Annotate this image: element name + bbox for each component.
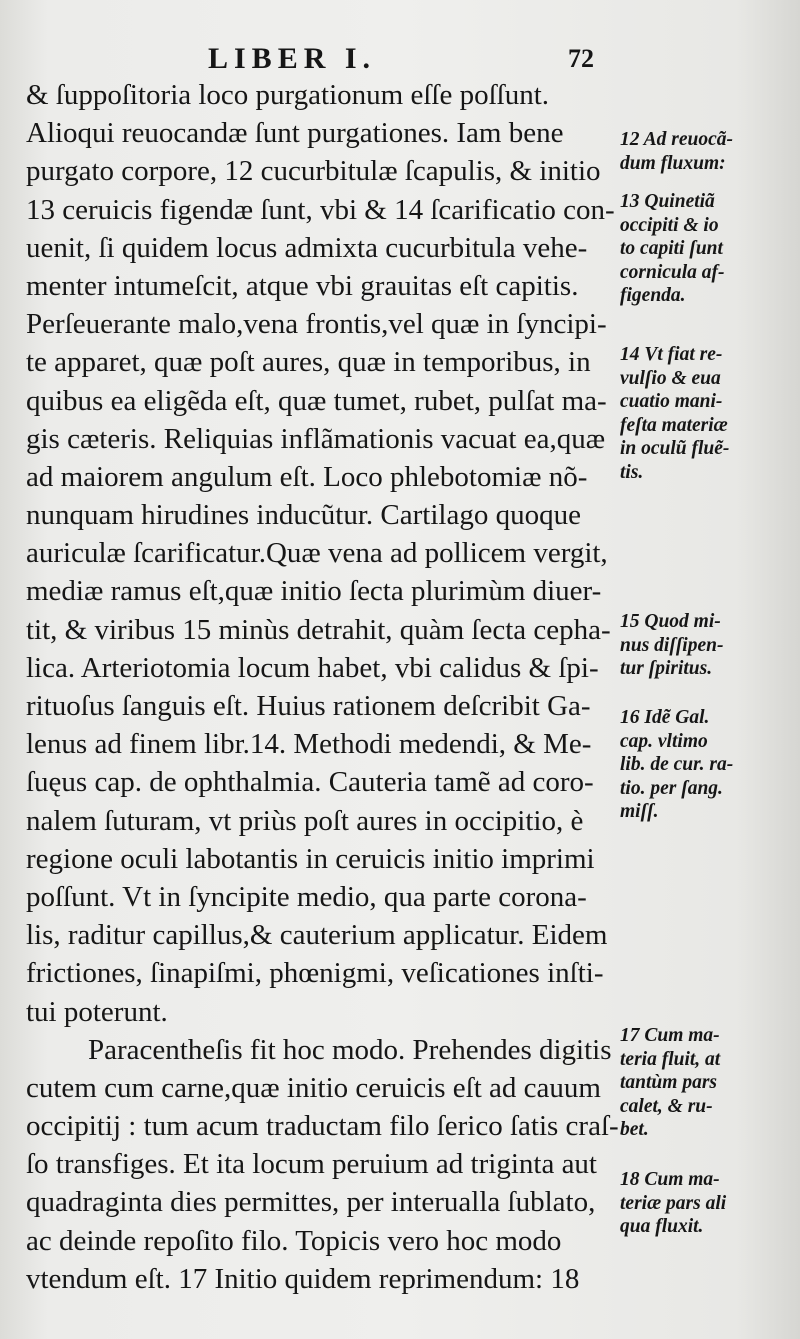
text-line: frictiones, ſinapiſmi, phœnigmi, veſicationes inſti- bbox=[26, 957, 604, 990]
text-line: mediæ ramus eſt,quæ initio ſecta plurimùm diuer- bbox=[26, 575, 602, 608]
note-line: tantùm pars bbox=[620, 1072, 717, 1093]
text-line: ſo transfiges. Et ita locum peruium ad triginta aut bbox=[26, 1148, 597, 1181]
text-line: occipitij : tum acum traductam filo ſerico ſatis craſ- bbox=[26, 1110, 619, 1143]
text-line: tui poterunt. bbox=[26, 995, 168, 1028]
note-line: dum fluxum: bbox=[620, 152, 726, 174]
note-line: to capiti ſunt bbox=[620, 238, 723, 259]
text-line: tit, & viribus 15 minùs detrahit, quàm ſecta cepha- bbox=[26, 613, 611, 646]
running-title: LIBER I. bbox=[208, 42, 377, 75]
text-line: nunquam hirudines inducũtur. Cartilago quoque bbox=[26, 499, 581, 532]
note-line: miſſ. bbox=[620, 801, 659, 822]
text-line: vtendum eſt. 17 Initio quidem reprimendum: 18 bbox=[26, 1262, 580, 1295]
note-line: calet, & ru- bbox=[620, 1095, 713, 1117]
text-line: lenus ad finem libr.14. Methodi medendi, & Me- bbox=[26, 728, 592, 761]
text-line: te apparet, quæ poſt aures, quæ in temporibus, in bbox=[26, 346, 591, 379]
note-line: nus diſſipen- bbox=[620, 634, 724, 656]
note-line: feſta materiæ bbox=[620, 414, 728, 436]
note-line: 17 Cum ma- bbox=[620, 1025, 720, 1046]
note-line: 13 Quinetiã bbox=[620, 191, 715, 212]
note-line: cuatio mani- bbox=[620, 391, 723, 412]
text-line: lis, raditur capillus,& cauterium applicatur. Eidem bbox=[26, 919, 608, 952]
note-line: 12 Ad reuocã- bbox=[620, 129, 734, 150]
text-line: cutem cum carne,quæ initio ceruicis eſt ad cauum bbox=[26, 1071, 601, 1104]
text-line: uenit, ſi quidem locus admixta cucurbitula vehe- bbox=[26, 231, 588, 264]
margin-note-12 bbox=[620, 128, 796, 175]
note-line: figenda. bbox=[620, 285, 686, 306]
note-line: qua fluxit. bbox=[620, 1216, 704, 1237]
text-line: ad maiorem angulum eſt. Loco phlebotomiæ nõ- bbox=[26, 460, 588, 493]
margin-note-16 bbox=[620, 706, 796, 824]
text-line: ſuęus cap. de ophthalmia. Cauteria tamẽ ad coro- bbox=[26, 766, 594, 799]
text-line: 13 ceruicis figendæ ſunt, vbi & 14 ſcarificatio con- bbox=[26, 193, 615, 226]
note-line: tur ſpiritus. bbox=[620, 658, 713, 679]
note-line: teriæ pars ali bbox=[620, 1192, 727, 1214]
note-line: 18 Cum ma- bbox=[620, 1169, 720, 1190]
note-line: 16 Idẽ Gal. bbox=[620, 707, 710, 728]
text-line: lica. Arteriotomia locum habet, vbi calidus & ſpi- bbox=[26, 651, 599, 684]
note-line: 15 Quod mi- bbox=[620, 611, 721, 632]
note-line: cornicula af- bbox=[620, 261, 725, 283]
note-line: vulſio & eua bbox=[620, 367, 721, 389]
text-line: menter intumeſcit, atque vbi grauitas eſt capitis. bbox=[26, 269, 579, 302]
text-line: Perſeuerante malo,vena frontis,vel quæ in ſyncipi- bbox=[26, 308, 607, 341]
main-text-block bbox=[26, 76, 622, 1298]
paragraph-first-line: Paracentheſis fit hoc modo. Prehendes digitis bbox=[88, 1033, 612, 1066]
margin-note-15 bbox=[620, 610, 796, 681]
note-line: tis. bbox=[620, 461, 644, 483]
margin-note-18 bbox=[620, 1168, 796, 1239]
note-line: occipiti & io bbox=[620, 214, 719, 236]
margin-note-17 bbox=[620, 1024, 796, 1142]
note-line: teria fluit, at bbox=[620, 1048, 721, 1070]
text-line: poſſunt. Vt in ſyncipite medio, qua parte corona- bbox=[26, 880, 587, 913]
text-line: Alioqui reuocandæ ſunt purgationes. Iam bene bbox=[26, 117, 564, 150]
text-line: nalem ſuturam, vt priùs poſt aures in occipitio, è bbox=[26, 804, 584, 837]
note-line: tio. per ſang. bbox=[620, 777, 723, 799]
text-line: gis cæteris. Reliquias inflãmationis vacuat ea,quæ bbox=[26, 422, 606, 455]
text-line: regione oculi labotantis in ceruicis initio imprimi bbox=[26, 842, 595, 875]
text-line: & ſuppoſitoria loco purgationum eſſe poſſunt. bbox=[26, 79, 550, 111]
note-line: in oculũ fluẽ- bbox=[620, 438, 730, 459]
margin-note-14 bbox=[620, 343, 796, 484]
note-line: 14 Vt fiat re- bbox=[620, 344, 723, 365]
text-line: quadraginta dies permittes, per interualla ſublato, bbox=[26, 1186, 596, 1219]
text-line: auriculæ ſcarificatur.Quæ vena ad pollicem vergit, bbox=[26, 537, 608, 570]
page-number: 72 bbox=[568, 44, 594, 73]
note-line: bet. bbox=[620, 1119, 649, 1140]
text-line: quibus ea eligẽda eſt, quæ tumet, rubet, pulſat ma- bbox=[26, 384, 607, 417]
note-line: lib. de cur. ra- bbox=[620, 754, 734, 775]
text-line: rituoſus ſanguis eſt. Huius rationem deſcribit Ga- bbox=[26, 690, 591, 722]
margin-note-13 bbox=[620, 190, 796, 308]
text-line: ac deinde repoſito filo. Topicis vero hoc modo bbox=[26, 1224, 562, 1257]
note-line: cap. vltimo bbox=[620, 730, 708, 752]
text-line: purgato corpore, 12 cucurbitulæ ſcapulis, & initio bbox=[26, 155, 601, 188]
